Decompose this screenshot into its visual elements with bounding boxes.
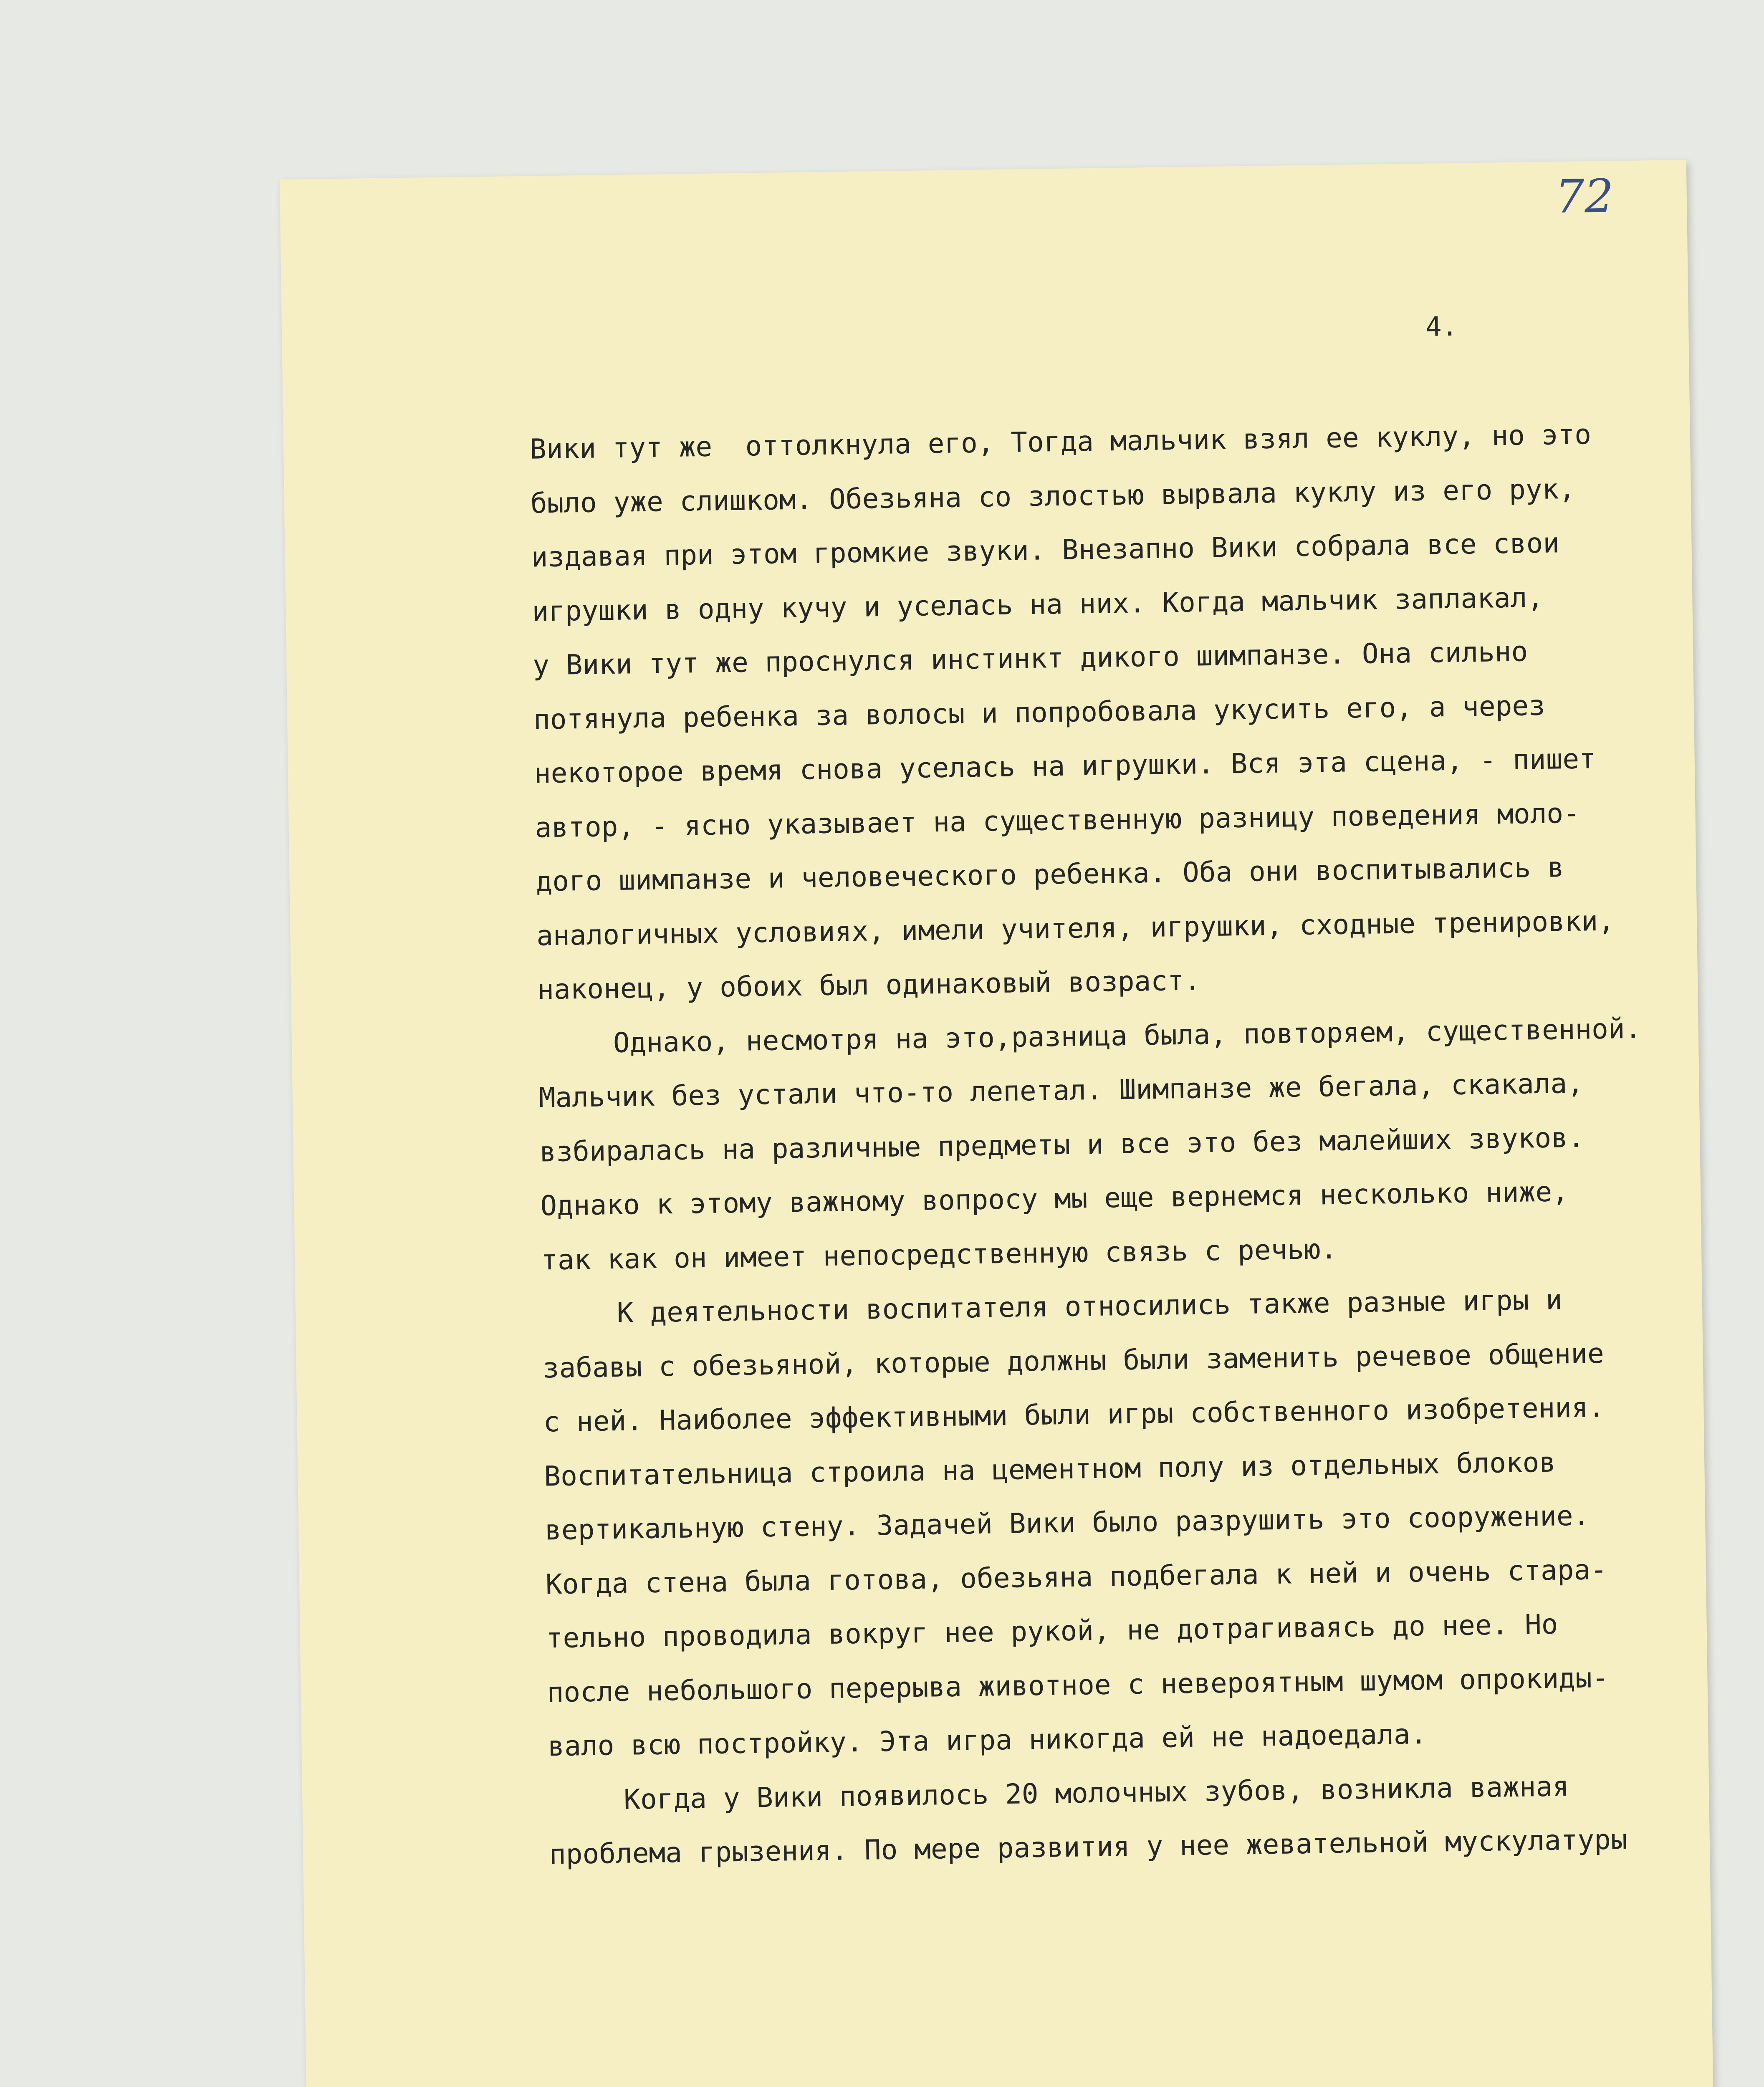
text-line: было уже слишком. Обезьяна со злостью вырвала куклу из его рук, [530,472,1576,520]
text-line: у Вики тут же проснулся инстинкт дикого шимпанзе. Она сильно [532,635,1528,682]
text-line: так как он имеет непосредственную связь с речью. [541,1233,1337,1276]
text-line: издавая при этом громкие звуки. Внезапно Вики собрала все свои [531,527,1560,574]
text-line: аналогичных условиях, имели учителя, игрушки, сходные тренировки, [536,905,1615,952]
text-line: потянула ребенка за волосы и попробовала укусить его, а через [533,689,1546,736]
typed-text-body [529,407,1660,1882]
text-line: вертикальную стену. Задачей Вики было разрушить это сооружение. [544,1499,1590,1546]
text-line: автор, - ясно указывает на существенную разницу поведения моло- [535,797,1580,844]
text-line: игрушки в одну кучу и уселась на них. Когда мальчик заплакал, [531,581,1544,628]
text-line: Мальчик без устали что-то лепетал. Шимпанзе же бегала, скакала, [538,1067,1584,1114]
text-line: после небольшого перерыва животное с невероятным шумом опрокиды- [547,1661,1609,1708]
text-line: Воспитательница строила на цементном полу из отдельных блоков [543,1446,1556,1492]
text-line: Вики тут же оттолкнула его, Тогда мальчик взял ее куклу, но это [529,418,1592,465]
document-page [280,160,1713,2087]
text-line: Когда у Вики появилось 20 молочных зубов, возникла важная [623,1770,1569,1816]
text-line: проблема грызения. По мере развития у нее жевательной мускулатуры [549,1823,1628,1871]
handwritten-folio-number: 72 [1554,169,1614,224]
text-line: К деятельности воспитателя относились также разные игры и [617,1284,1563,1329]
text-line: забавы с обезьяной, которые должны были заменить речевое общение [542,1337,1605,1384]
text-line: некоторое время снова уселась на игрушки. Вся эта сцена, - пишет [534,743,1596,790]
text-line: дого шимпанзе и человеческого ребенка. Оба они воспитывались в [536,851,1564,898]
page-number: 4. [1425,311,1458,343]
text-line: тельно проводила вокруг нее рукой, не дотрагиваясь до нее. Но [546,1608,1559,1655]
text-line: Однако к этому важному вопросу мы еще вернемся несколько ниже, [540,1175,1569,1222]
text-line: Когда стена была готова, обезьяна подбегала к ней и очень стара- [545,1553,1607,1600]
text-line: взбиралась на различные предметы и все это без малейших звуков. [539,1121,1585,1168]
text-line: Однако, несмотря на это,разница была, повторяем, существенной. [613,1012,1642,1059]
text-line: вало всю постройку. Эта игра никогда ей не надоедала. [547,1718,1427,1763]
text-line: наконец, у обоих был одинаковый возраст. [537,964,1201,1006]
text-line: с ней. Наиболее эффективными были игры собственного изобретения. [543,1391,1605,1438]
